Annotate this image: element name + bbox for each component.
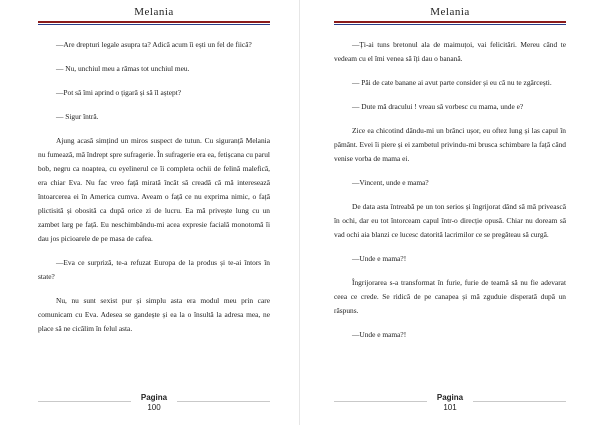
paragraph: Ajung acasă simțind un miros suspect de tutun. Cu siguranță Melania nu fumează, mă îndrept spre sufragerie. În sufragerie era ea, fetișcana cu parul bob, negru ca noaptea, cu eyelinerul ce îi completa ochii de felină malefică, era chiar Eva. Nu fac vreo față mirată încât să creadă că mă interesează întoarcerea ei în America cumva. Aveam o față ce nu exprima nimic, o față plictisită și obosită ca după orice zi de lucru. Ea mă privește lung cu un zambet larg pe față. Eu neschimbându-mi acea expresie facială monotomă îi dau jos picioarele de pe masa de cafea. bbox=[38, 136, 270, 243]
header-rule-blue bbox=[38, 24, 270, 25]
paragraph: —Unde e mama?! bbox=[352, 330, 407, 339]
paragraph: — Nu, unchiul meu a rămas tot unchiul meu. bbox=[56, 64, 190, 73]
header-title: Melania bbox=[134, 6, 174, 18]
paragraph: —Vincent, unde e mama? bbox=[352, 178, 429, 187]
header-title: Melania bbox=[430, 6, 470, 18]
paragraph: —Are drepturi legale asupra ta? Adică acum îi ești un fel de fiică? bbox=[56, 40, 252, 49]
footer-label: Pagina bbox=[436, 393, 464, 402]
paragraph: — Sigur întră. bbox=[56, 112, 99, 121]
page-footer bbox=[334, 393, 566, 415]
paragraph: —Pot să îmi aprind o țigară și să îl aștept? bbox=[56, 88, 182, 97]
paragraph: Îngrijorarea s-a transformat în furie, furie de teamă să nu fie adevarat ceea ce crede. Se ridică de pe canapea și mă zguduie disperată după un răspuns. bbox=[334, 278, 566, 315]
paragraph: — Dute mă dracului ! vreau să vorbesc cu mama, unde e? bbox=[352, 102, 524, 111]
header-rule-red bbox=[334, 21, 566, 23]
paragraph: — Păi de cate banane ai avut parte consider și eu că nu te zgârcești. bbox=[352, 78, 552, 87]
paragraph: De data asta întreabă pe un ton serios și îngrijorat dând să mă privească în ochi, dar eu tot întorceam capul într-o direcție opusă. Chiar nu doream să vad ochi aia blanzi ce lucesc datorită lacrimilor ce se pregăteau să curgă. bbox=[334, 202, 566, 239]
footer-box bbox=[131, 393, 177, 413]
paragraph: Zice ea chicotind dându-mi un brânci ușor, eu oftez lung și las capul în pământ. Evei îi piere și ei zambetul privindu-mi brusca schimbare la față când venise vorba de mama ei. bbox=[334, 126, 566, 163]
footer-label: Pagina bbox=[140, 393, 168, 402]
page-body bbox=[334, 38, 566, 352]
paragraph: Nu, nu sunt sexist pur și simplu asta era modul meu prin care comunicam cu Eva. Adesea se gandește și ea la o însultă la adresa mea, ne place să ne cicălim în felul asta. bbox=[38, 296, 270, 333]
page-header bbox=[334, 5, 566, 25]
right-page bbox=[300, 0, 600, 425]
page-number: 101 bbox=[443, 403, 457, 412]
paragraph: —Ți-ai tuns bretonul ala de maimuțoi, vai felicitări. Mereu când te vedeam cu el îmi venea să îți dau o banană. bbox=[334, 40, 566, 63]
footer-box bbox=[427, 393, 473, 413]
page-header bbox=[38, 5, 270, 25]
page-body bbox=[38, 38, 270, 346]
page-footer bbox=[38, 393, 270, 415]
paragraph: —Eva ce surpriză, te-a refuzat Europa de la produs și te-ai întors în state? bbox=[38, 258, 270, 281]
header-rule-red bbox=[38, 21, 270, 23]
header-rule-blue bbox=[334, 24, 566, 25]
paragraph: —Unde e mama?! bbox=[352, 254, 407, 263]
page-number: 100 bbox=[147, 403, 161, 412]
